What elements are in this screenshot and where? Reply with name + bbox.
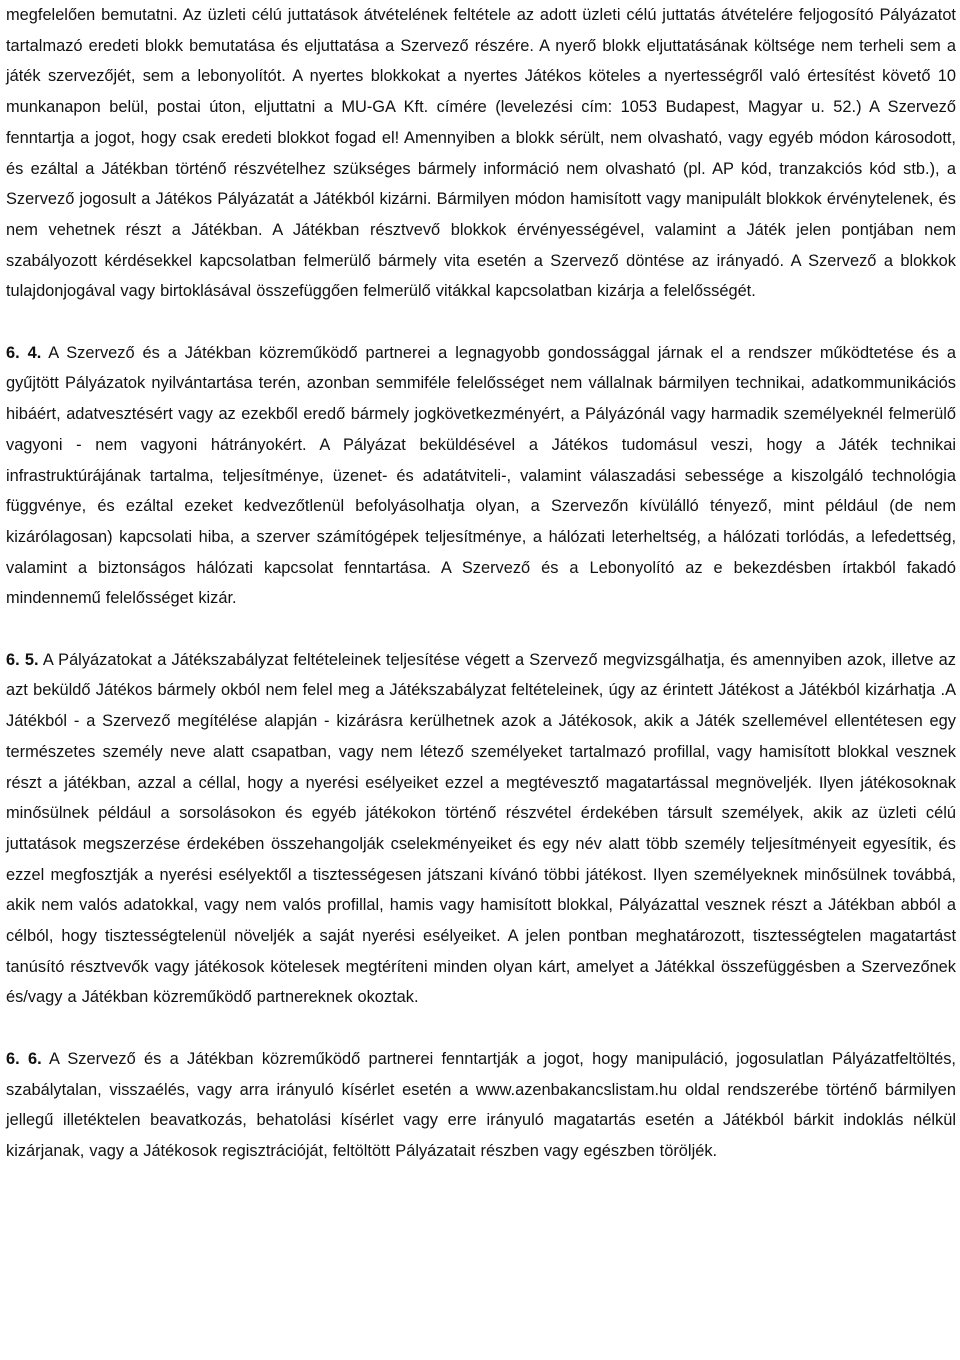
paragraph-text: A Pályázatokat a Játékszabályzat feltételeinek teljesítése végett a Szervező megvizsgálhatja, és amennyiben azok, illetve az azt beküldő Játékos bármely okból nem felel meg a Játékszabályzat feltételeinek, úgy az érintett Játékost a Játékból kizárhatja .A Játékból - a Szervező megítélése alapján - kizárásra kerülhetnek azok a Játékosok, akik a Játék szellemével ellentétesen egy természetes személy neve alatt csapatban, vagy nem létező személyeket tartalmazó profillal, vagy hamisított blokkal vesznek részt a játékban, azzal a céllal, hogy a nyerési esélyeiket ezzel a megtévesztő magatartással megnöveljék. Ilyen játékosoknak minősülnek például a sorsolásokon és egyéb játékokon történő részvétel érdekében társult személyek, akik az üzleti célú juttatások megszerzése érdekében összehangolják cselekményeiket és egy név alatt több személy teljesítményeit egyesítik, és ezzel megfosztják a nyerési esélyektől a tisztességesen játszani kívánó többi játékost. Ilyen személyeknek minősülnek továbbá, akik nem valós adatokkal, vagy nem valós profillal, hamis vagy hamisított blokkal, Pályázattal vesznek részt a Játékban abból a célból, hogy tisztességtelenül növeljék a saját nyerési esélyeiket. A jelen pontban meghatározott, tisztességtelen magatartást tanúsító résztvevők vagy játékosok kötelesek megtéríteni minden olyan kárt, amelyet a Játékkal összefüggésben a Szervezőnek és/vagy a Játékban közreműködő partnereknek okoztak. <box>6 650 956 1007</box>
paragraph-text: A Szervező és a Játékban közreműködő partnerei a legnagyobb gondossággal járnak el a rendszer működtetése és a gyűjtött Pályázatok nyilvántartása terén, azonban semmiféle felelősséget nem vállalnak bármilyen technikai, adatkommunikációs hibáért, adatvesztésért vagy az ezekből eredő bármely jogkövetkezményért, a Pályázónál vagy harmadik személyeknél felmerülő vagyoni - nem vagyoni hátrányokért. A Pályázat beküldésével a Játékos tudomásul veszi, hogy a Játék technikai infrastruktúrájának tartalma, teljesítménye, üzenet- és adatátviteli-, valamint válaszadási sebessége a kiszolgáló technológia függvénye, és ezáltal ezeket kedvezőtlenül befolyásolhatja olyan, a Szervezőn kívülálló tényező, mint például (de nem kizárólagosan) kapcsolati hiba, a szerver számítógépek teljesítménye, a hálózati leterheltség, a hálózati torlódás, a lefedettség, valamint a biztonságos hálózati kapcsolat fenntartása. A Szervező és a Lebonyolító az e bekezdésben írtakból fakadó mindennemű felelősséget kizár. <box>6 343 956 608</box>
paragraph-6-6 <box>6 1044 956 1167</box>
paragraph-gap <box>6 307 956 338</box>
paragraph-continuation <box>6 0 956 307</box>
section-number: 6. 5. <box>6 650 39 669</box>
paragraph-text: A Szervező és a Játékban közreműködő partnerei fenntartják a jogot, hogy manipuláció, jogosulatlan Pályázatfeltöltés, szabálytalan, visszaélés, vagy arra irányuló kísérlet esetén a www.azenbakancslistam.hu oldal rendszerébe történő bármilyen jellegű illetéktelen beavatkozás, behatolási kísérlet vagy erre irányuló magatartás esetén a Játékból bárkit indoklás nélkül kizárjanak, vagy a Játékosok regisztrációját, feltöltött Pályázatait részben vagy egészben töröljék. <box>6 1049 956 1160</box>
paragraph-text: megfelelően bemutatni. Az üzleti célú juttatások átvételének feltétele az adott üzleti célú juttatás átvételére feljogosító Pályázatot tartalmazó eredeti blokk bemutatása és eljuttatása a Szervező részére. A nyerő blokk eljuttatásának költsége nem terheli sem a játék szervezőjét, sem a lebonyolítót. A nyertes blokkokat a nyertes Játékos köteles a nyertességről való értesítést követő 10 munkanapon belül, postai úton, eljuttatni a MU-GA Kft. címére (levelezési cím: 1053 Budapest, Magyar u. 52.) A Szervező fenntartja a jogot, hogy csak eredeti blokkot fogad el! Amennyiben a blokk sérült, nem olvasható, vagy egyéb módon károsodott, és ezáltal a Játékban történő részvételhez szükséges bármely információ nem olvasható (pl. AP kód, tranzakciós kód stb.), a Szervező jogosult a Játékos Pályázatát a Játékból kizárni. Bármilyen módon hamisított vagy manipulált blokkok érvénytelenek, és nem vehetnek részt a Játékban. A Játékban résztvevő blokkok érvényességével, valamint a Játék jelen pontjában nem szabályozott kérdésekkel kapcsolatban felmerülő bármely vita esetén a Szervező döntése az irányadó. A Szervező a blokkok tulajdonjogával vagy birtoklásával összefüggően felmerülő vitákkal kapcsolatban kizárja a felelősségét. <box>6 6 956 301</box>
paragraph-gap <box>6 614 956 645</box>
document-page <box>6 0 956 1167</box>
paragraph-6-4 <box>6 338 956 614</box>
paragraph-6-5 <box>6 645 956 1013</box>
section-number: 6. 6. <box>6 1049 42 1068</box>
paragraph-gap <box>6 1013 956 1044</box>
section-number: 6. 4. <box>6 343 42 362</box>
